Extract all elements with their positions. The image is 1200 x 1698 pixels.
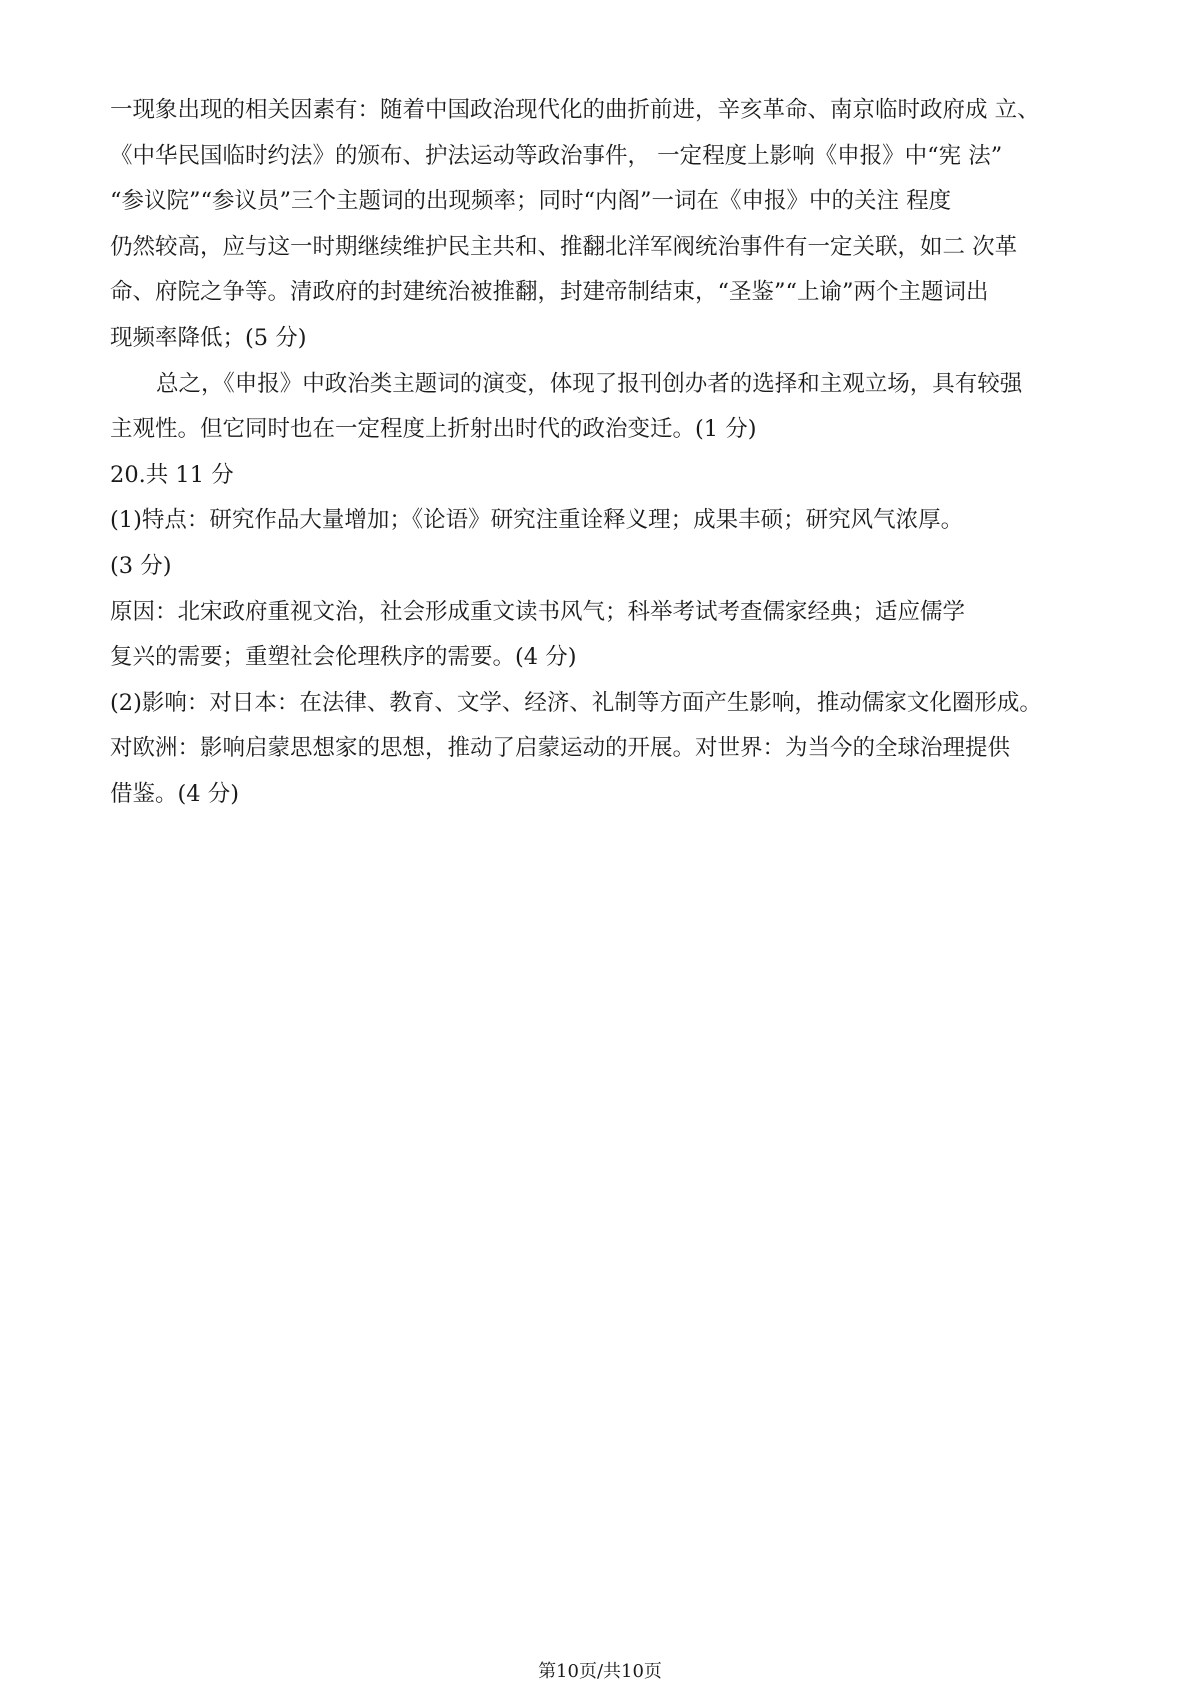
text-line: 现频率降低；(5 分) bbox=[110, 324, 307, 351]
text-line: 《中华民国临时约法》的颁布、护法运动等政治事件， 一定程度上影响《申报》中“宪 法” bbox=[110, 142, 1003, 169]
text-line: 借鉴。(4 分) bbox=[110, 780, 240, 807]
text-line: 原因：北宋政府重视文治，社会形成重文读书风气；科举考试考查儒家经典；适应儒学 bbox=[110, 598, 966, 625]
text-line: 总之，《申报》中政治类主题词的演变，体现了报刊创办者的选择和主观立场，具有较强 bbox=[156, 370, 1023, 397]
answer-text-body bbox=[110, 88, 1100, 818]
text-line: 主观性。但它同时也在一定程度上折射出时代的政治变迁。(1 分) bbox=[110, 416, 757, 443]
text-line: “参议院”“参议员”三个主题词的出现频率；同时“内阁”一词在《申报》中的关注 程度 bbox=[110, 188, 952, 215]
text-line: (1)特点：研究作品大量增加；《论语》研究注重诠释义理；成果丰硕；研究风气浓厚。 bbox=[110, 507, 964, 534]
text-line: (3 分) bbox=[110, 552, 172, 579]
question-heading: 20.共 11 分 bbox=[110, 461, 234, 488]
text-line: 命、府院之争等。清政府的封建统治被推翻，封建帝制结束，“圣鉴”“上谕”两个主题词出 bbox=[110, 279, 989, 306]
text-line: 一现象出现的相关因素有：随着中国政治现代化的曲折前进，辛亥革命、南京临时政府成 立、 bbox=[110, 97, 1040, 123]
text-line: (2)影响：对日本：在法律、教育、文学、经济、礼制等方面产生影响，推动儒家文化圈形成。 bbox=[110, 689, 1042, 716]
text-line: 仍然较高，应与这一时期继续维护民主共和、推翻北洋军阀统治事件有一定关联，如二 次革 bbox=[110, 233, 1018, 260]
page-number-footer: 第10页/共10页 bbox=[538, 1661, 662, 1682]
text-line: 对欧洲：影响启蒙思想家的思想，推动了启蒙运动的开展。对世界：为当今的全球治理提供 bbox=[110, 735, 1011, 762]
text-line: 复兴的需要；重塑社会伦理秩序的需要。(4 分) bbox=[110, 644, 577, 671]
